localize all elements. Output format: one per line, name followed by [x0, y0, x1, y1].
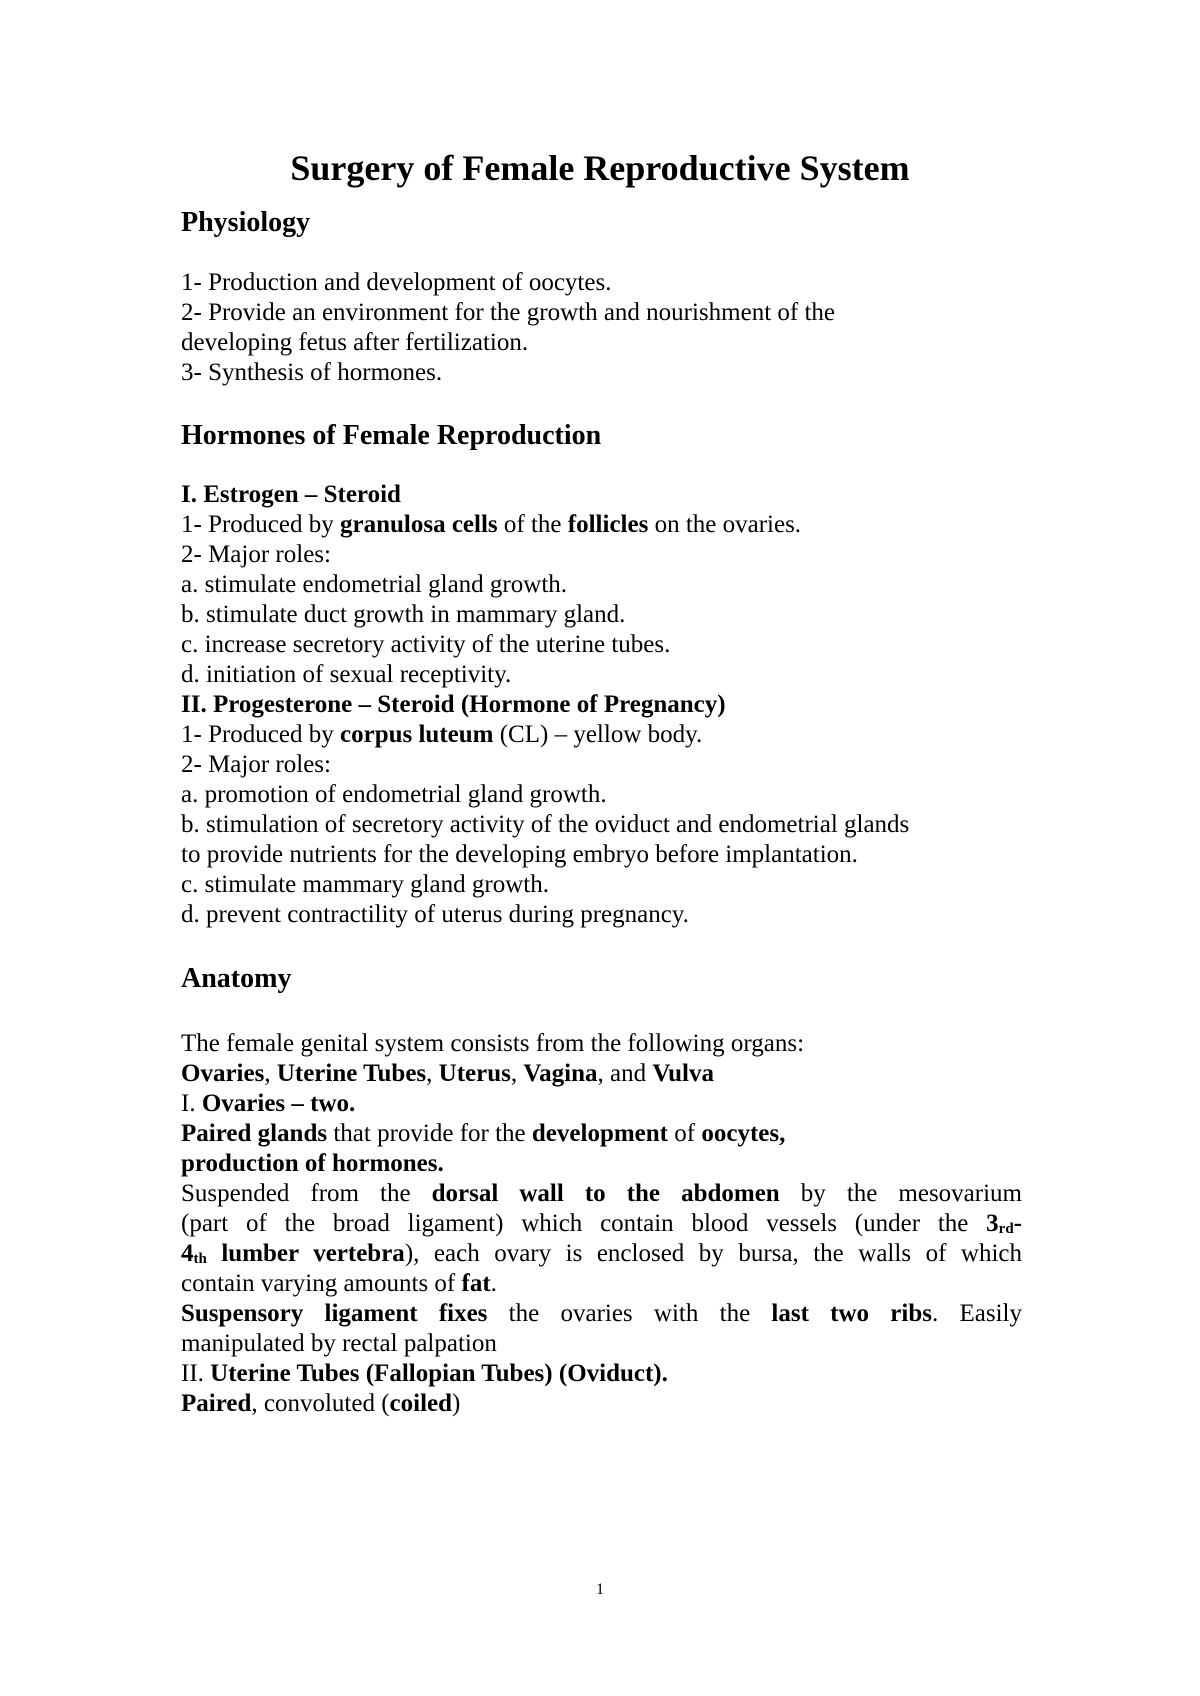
progesterone-role-a: a. promotion of endometrial gland growth.: [181, 781, 607, 808]
text-run: -: [1013, 1210, 1022, 1237]
text-run: by the mesovarium: [779, 1180, 1022, 1207]
text-run: 1- Produced by: [181, 511, 340, 538]
progesterone-role-b-line-2: to provide nutrients for the developing embryo before implantation.: [181, 841, 858, 868]
text-run: ), each ovary is enclosed by bursa, the walls of which: [404, 1240, 1023, 1267]
term-dorsal-wall: dorsal wall to the abdomen: [431, 1180, 780, 1207]
progesterone-roles: 2- Major roles:: [181, 751, 331, 778]
estrogen-role-d: d. initiation of sexual receptivity.: [181, 661, 512, 688]
text-run: on the ovaries.: [648, 511, 802, 538]
term-development: development: [531, 1120, 669, 1147]
text-run: contain varying amounts of: [181, 1270, 462, 1297]
physiology-line-2: 2- Provide an environment for the growth and nourishment of the: [181, 299, 836, 326]
ovaries-suspension-line-3: [181, 1239, 1022, 1272]
term-lumber-vertebra: lumber vertebra: [206, 1240, 405, 1267]
term-suspensory-ligament: Suspensory ligament fixes: [181, 1300, 488, 1327]
page-number: 1: [596, 1581, 604, 1598]
text-run: . Easily: [932, 1300, 1022, 1327]
ordinal-suffix: th: [193, 1251, 207, 1267]
progesterone-produced-by: [181, 720, 702, 750]
organ-uterine-tubes: Uterine Tubes: [276, 1060, 427, 1087]
text-run: (part of the broad ligament) which contain blood vessels (under the: [181, 1210, 987, 1237]
ovaries-paired-glands: [181, 1119, 785, 1149]
anatomy-intro: The female genital system consists from the following organs:: [181, 1030, 805, 1057]
physiology-line-3: developing fetus after fertilization.: [181, 329, 529, 356]
estrogen-produced-by: [181, 510, 801, 540]
term-oocytes: oocytes,: [701, 1120, 786, 1147]
estrogen-heading: I. Estrogen – Steroid: [181, 481, 401, 508]
anatomy-heading: Anatomy: [181, 963, 292, 994]
estrogen-role-a: a. stimulate endometrial gland growth.: [181, 571, 568, 598]
term-last-two-ribs: last two ribs: [771, 1300, 932, 1327]
text-run: the ovaries with the: [487, 1300, 772, 1327]
organ-vulva: Vulva: [652, 1060, 714, 1087]
text-run: Ovaries – two.: [201, 1090, 356, 1117]
text-run: I.: [181, 1090, 202, 1117]
text-run: Uterine Tubes (Fallopian Tubes) (Oviduct).: [210, 1360, 668, 1387]
physiology-line-4: 3- Synthesis of hormones.: [181, 359, 443, 386]
text-run: II.: [181, 1360, 211, 1387]
estrogen-role-b: b. stimulate duct growth in mammary gland.: [181, 601, 626, 628]
anatomy-organ-list: [181, 1059, 714, 1089]
term-granulosa-cells: granulosa cells: [340, 511, 498, 538]
text-run: Suspended from the: [181, 1180, 432, 1207]
organ-uterus: Uterus: [438, 1060, 511, 1087]
separator: ,: [510, 1060, 524, 1087]
ovaries-suspension-line-4: [181, 1269, 497, 1299]
term-corpus-luteum: corpus luteum: [340, 721, 494, 748]
ovaries-heading: [181, 1089, 355, 1119]
term-fat: fat: [461, 1270, 491, 1297]
text-run: 3: [986, 1210, 999, 1237]
text-run: , convoluted (: [251, 1390, 390, 1417]
progesterone-role-c: c. stimulate mammary gland growth.: [181, 871, 549, 898]
document-title: Surgery of Female Reproductive System: [290, 148, 910, 188]
estrogen-role-c: c. increase secretory activity of the uterine tubes.: [181, 631, 671, 658]
suspensory-ligament-line-2: manipulated by rectal palpation: [181, 1330, 497, 1357]
term-follicles: follicles: [567, 511, 649, 538]
uterine-tubes-heading: [181, 1359, 668, 1389]
ovaries-suspension-line-2: [181, 1209, 1022, 1242]
text-run: 1- Produced by: [181, 721, 340, 748]
progesterone-role-d: d. prevent contractility of uterus during pregnancy.: [181, 901, 689, 928]
term-paired: Paired: [181, 1390, 252, 1417]
text-run: .: [490, 1270, 497, 1297]
ordinal-suffix: rd: [998, 1221, 1014, 1237]
text-run: 4: [181, 1240, 194, 1267]
organ-ovaries: Ovaries: [181, 1060, 265, 1087]
text-run: that provide for the: [327, 1120, 532, 1147]
progesterone-role-b-line-1: b. stimulation of secretory activity of the oviduct and endometrial glands: [181, 811, 910, 838]
separator: ,: [264, 1060, 277, 1087]
ovaries-suspension-line-1: [181, 1179, 1022, 1209]
separator: ,: [426, 1060, 439, 1087]
hormones-heading: Hormones of Female Reproduction: [181, 420, 602, 451]
term-paired-glands: Paired glands: [181, 1120, 328, 1147]
organ-vagina: Vagina: [523, 1060, 598, 1087]
term-coiled: coiled: [389, 1390, 453, 1417]
suspensory-ligament-line-1: [181, 1299, 1022, 1329]
text-run: (CL) – yellow body.: [493, 721, 703, 748]
separator: , and: [597, 1060, 653, 1087]
text-run: ): [452, 1390, 461, 1417]
text-run: of the: [497, 511, 568, 538]
physiology-line-1: 1- Production and development of oocytes.: [181, 269, 612, 296]
uterine-tubes-description: [181, 1389, 460, 1419]
ovaries-production-of-hormones: production of hormones.: [181, 1150, 444, 1177]
estrogen-roles: 2- Major roles:: [181, 541, 331, 568]
text-run: of: [668, 1120, 702, 1147]
physiology-heading: Physiology: [181, 207, 311, 238]
progesterone-heading: II. Progesterone – Steroid (Hormone of Pregnancy): [181, 691, 726, 718]
